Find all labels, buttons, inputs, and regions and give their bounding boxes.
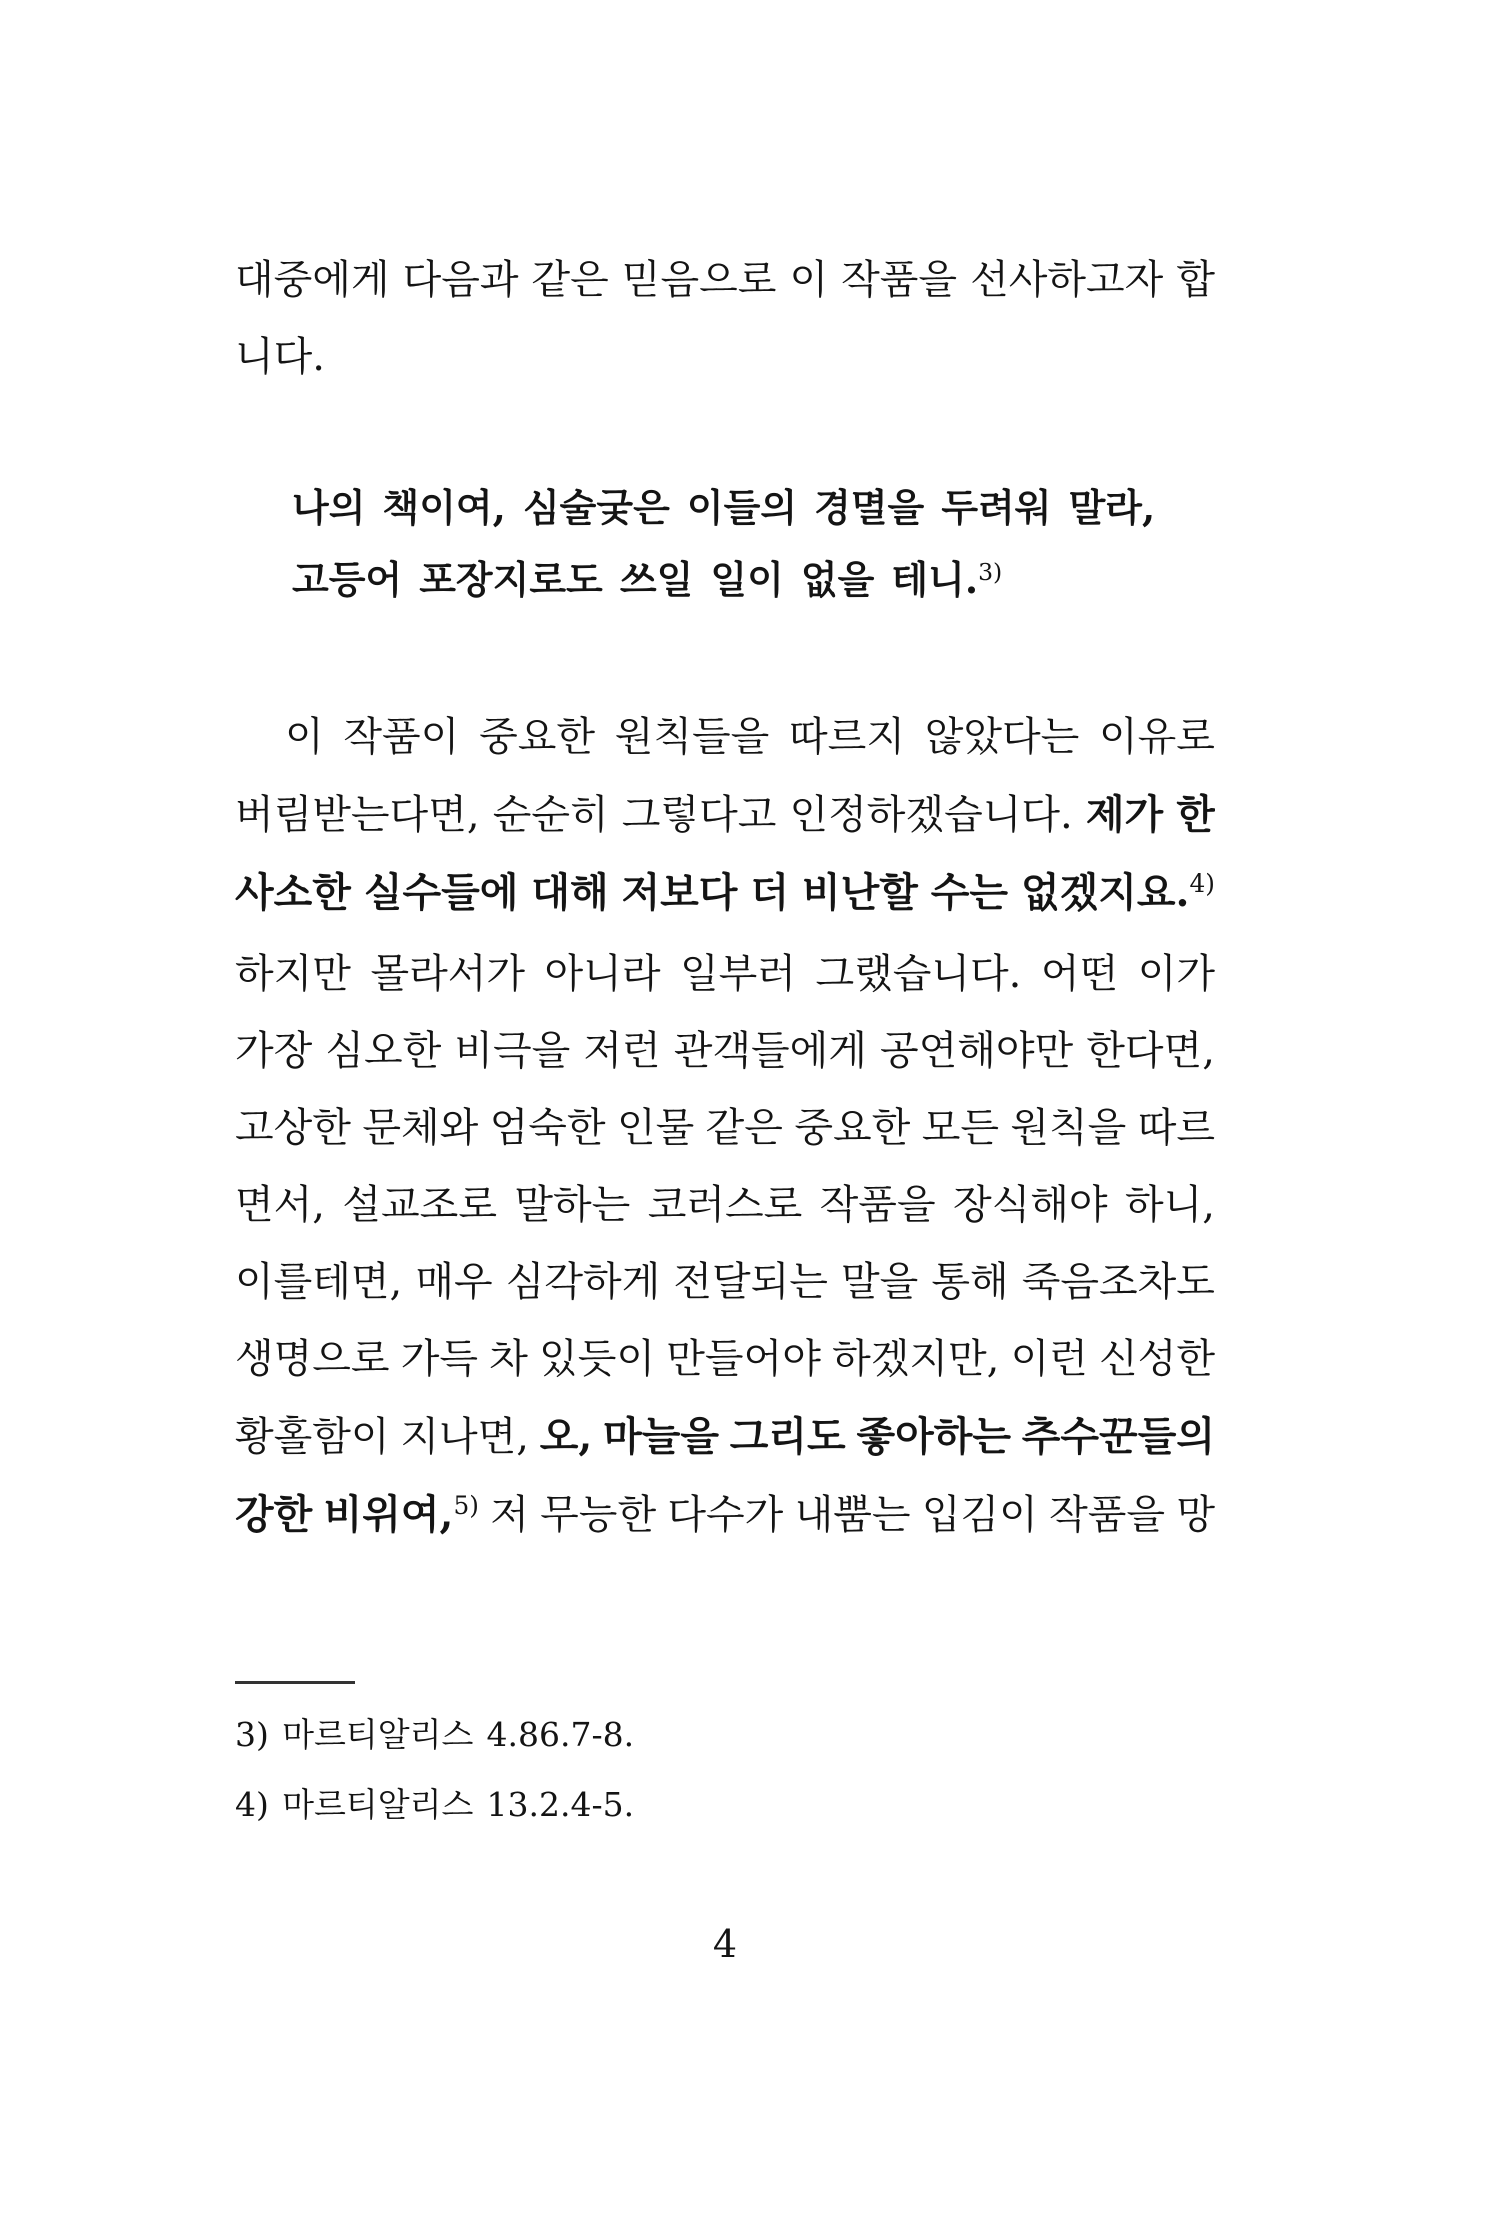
word: 이들의	[686, 485, 798, 530]
word: 하니,	[1124, 1182, 1215, 1228]
word: 나의	[292, 485, 366, 530]
word: 있듯이	[539, 1336, 656, 1382]
word: 한	[1176, 791, 1215, 838]
word: 사소한	[235, 869, 351, 916]
text-line	[235, 1244, 1215, 1321]
word: 비극을	[454, 1028, 571, 1074]
word: 않았다는	[924, 714, 1080, 760]
word: 선사하고자	[970, 257, 1164, 303]
text-line	[235, 776, 1215, 854]
word: 테니.$^{3)}$	[891, 557, 1003, 602]
word: 일부러	[680, 951, 796, 997]
word: 같은	[705, 1105, 783, 1151]
word: 저	[490, 1492, 529, 1538]
paragraph-2	[235, 699, 1215, 1558]
word: 중요한	[479, 714, 595, 760]
text-line	[235, 319, 1215, 396]
word: 말을	[841, 1259, 919, 1305]
text-line	[235, 1398, 1215, 1476]
word: 인정하겠습니다.	[789, 792, 1073, 838]
word: 마늘을	[603, 1413, 719, 1460]
word: 가장	[235, 1028, 313, 1074]
word: 저런	[583, 1028, 661, 1074]
word: 면서,	[235, 1182, 325, 1228]
word: 중요한	[794, 1105, 911, 1151]
text-line	[235, 1770, 1215, 1840]
word: 설교조로	[342, 1182, 497, 1228]
word: 4.86.7-8.	[486, 1715, 635, 1754]
word: 좋아하는	[856, 1413, 1012, 1460]
footnote-marker: 3)	[978, 558, 1003, 587]
word: 책이여,	[382, 485, 506, 530]
word: 이유로	[1099, 714, 1215, 760]
word: 작품을	[819, 1182, 936, 1228]
word: 다수가	[667, 1492, 784, 1538]
text-line	[235, 699, 1215, 776]
word: 따르지	[789, 714, 905, 760]
word: 입김이	[921, 1492, 1038, 1538]
word: 비위여,$^{5)}$	[323, 1491, 479, 1538]
word: 코러스로	[647, 1182, 803, 1228]
word: 경멸을	[814, 485, 925, 530]
word: 작품이	[343, 714, 460, 760]
word: 원칙을	[1010, 1105, 1127, 1151]
word: 황홀함이	[235, 1414, 390, 1460]
word: 심오한	[325, 1028, 442, 1074]
text-line	[235, 1321, 1215, 1398]
word: 제가	[1085, 791, 1164, 838]
word: 그리도	[729, 1413, 846, 1460]
word: 하지만	[235, 951, 351, 997]
quote-block	[235, 472, 1215, 621]
word: 따르	[1137, 1105, 1215, 1151]
word: 공연해야만	[880, 1028, 1074, 1074]
word: 쓰일	[619, 557, 694, 602]
word: 대해	[531, 869, 609, 916]
word: 엄숙한	[489, 1105, 606, 1151]
word: 신성한	[1099, 1336, 1215, 1382]
word: 저보다	[621, 869, 738, 916]
word: 고상한	[235, 1105, 351, 1151]
text-line	[235, 242, 1215, 319]
word: 생명으로	[235, 1336, 390, 1382]
word: 오,	[539, 1413, 593, 1460]
word: 비난할	[801, 869, 918, 916]
word: 하겠지만,	[832, 1336, 1000, 1382]
footnotes	[235, 1700, 1215, 1840]
word: 차	[489, 1336, 528, 1382]
word: 이가	[1137, 951, 1215, 997]
word: 어떤	[1040, 951, 1119, 997]
word: 일이	[710, 557, 784, 602]
word: 추수꾼들의	[1021, 1413, 1215, 1460]
footnote-marker: 4)	[1189, 869, 1215, 899]
word: 고등어	[292, 557, 403, 602]
word: 지나면,	[400, 1414, 529, 1460]
word: 인물	[616, 1105, 695, 1151]
word: 니다.	[235, 334, 325, 380]
word: 통해	[931, 1259, 1009, 1305]
word: 4)	[235, 1785, 269, 1824]
word: 몰라서가	[370, 951, 526, 997]
word: 합	[1176, 257, 1215, 303]
word: 실수들에	[363, 869, 519, 916]
word: 장식해야	[953, 1182, 1108, 1228]
text-line	[235, 936, 1215, 1013]
word: 심술궂은	[522, 485, 670, 530]
word: 강한	[235, 1491, 313, 1538]
text-line	[235, 1090, 1215, 1167]
footnote-rule	[235, 1681, 355, 1684]
word: 이	[285, 714, 324, 760]
word: 한다면,	[1086, 1028, 1215, 1074]
word: 내뿜는	[794, 1492, 911, 1538]
text-line	[235, 1013, 1215, 1090]
word: 모든	[921, 1105, 999, 1151]
word: 같은	[531, 257, 609, 303]
word: 관객들에게	[673, 1028, 867, 1074]
word: 원칙들을	[614, 714, 770, 760]
word: 매우	[415, 1259, 493, 1305]
word: 전달되는	[673, 1259, 828, 1305]
word: 이를테면,	[235, 1259, 403, 1305]
word: 말라,	[1068, 485, 1156, 530]
word: 만들어야	[666, 1336, 821, 1382]
word: 이	[789, 257, 829, 303]
word: 두려워	[941, 485, 1052, 530]
footnote-marker: 5)	[453, 1491, 479, 1521]
word: 버림받는다면,	[235, 792, 480, 838]
word: 말하는	[514, 1182, 631, 1228]
word: 아니라	[544, 951, 661, 997]
text-line	[235, 1476, 1215, 1558]
text-line	[235, 1700, 1215, 1770]
word: 그랬습니다.	[815, 951, 1022, 997]
text-line	[235, 1167, 1215, 1244]
paragraph-1	[235, 242, 1215, 396]
word: 심각하게	[505, 1259, 661, 1305]
text-line	[235, 544, 1215, 621]
word: 마르티알리스	[282, 1785, 474, 1824]
word: 가득	[400, 1336, 479, 1382]
word: 다음과	[402, 257, 519, 303]
page-number: 4	[712, 1922, 738, 1966]
word: 죽음조차도	[1021, 1259, 1215, 1305]
text-line	[235, 854, 1215, 936]
word: 대중에게	[235, 257, 390, 303]
word: 그렇다고	[621, 792, 777, 838]
word: 믿음으로	[621, 257, 777, 303]
word: 이런	[1010, 1336, 1088, 1382]
word: 마르티알리스	[282, 1715, 474, 1754]
word: 포장지로도	[419, 557, 603, 602]
word: 순순히	[492, 792, 609, 838]
text-block	[235, 0, 1215, 1969]
word: 3)	[235, 1715, 269, 1754]
word: 무능한	[540, 1492, 657, 1538]
word: 없을	[800, 557, 875, 602]
text-line	[235, 472, 1215, 544]
word: 작품을	[1049, 1492, 1166, 1538]
word: 13.2.4-5.	[486, 1785, 635, 1824]
word: 수는	[930, 869, 1009, 916]
word: 망	[1176, 1492, 1215, 1538]
word: 더	[750, 869, 790, 916]
word: 없겠지요.$^{4)}$	[1020, 869, 1215, 916]
word: 문체와	[362, 1105, 479, 1151]
word: 작품을	[841, 257, 958, 303]
